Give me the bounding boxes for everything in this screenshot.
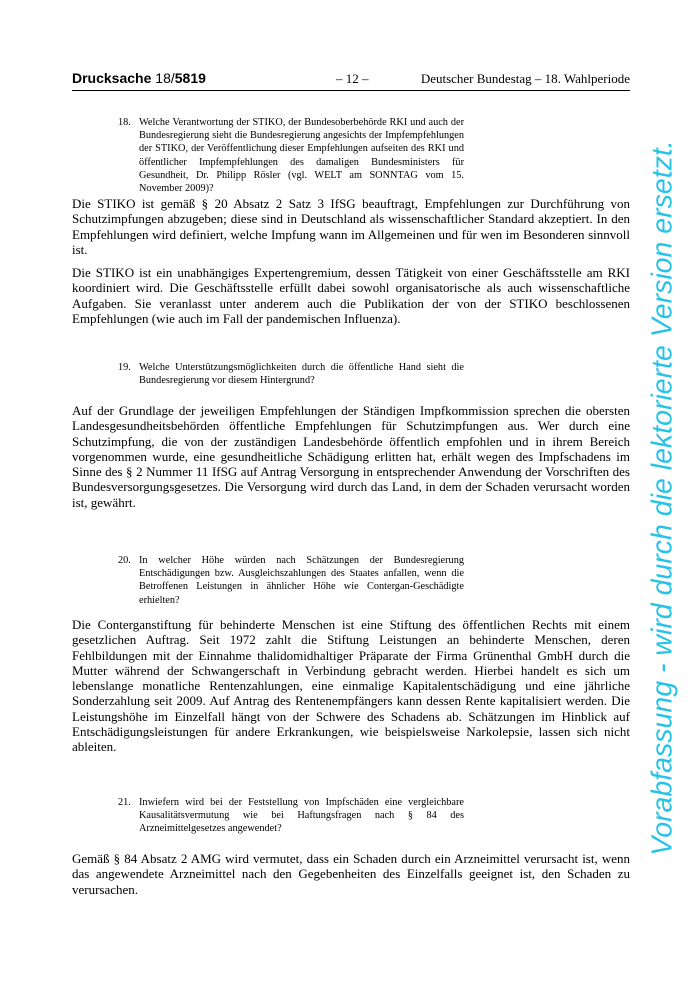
question-21 xyxy=(118,796,464,836)
document-number xyxy=(72,70,206,86)
doc-prefix: 18/ xyxy=(155,70,175,86)
question-text: Inwiefern wird bei der Feststellung von Impfschäden eine vergleichbare Kausalitätsvermutung wie bei Haftungsfragen nach § 84 des Arzneimittelgesetzes angewendet? xyxy=(139,797,464,835)
answer-paragraph-3: Auf der Grundlage der jeweiligen Empfehlungen der Ständigen Impfkommission sprechen die obersten Landesgesundheitsbehörden öffentliche Empfehlungen für Schutzimpfungen aus. Wer durch eine Schutzimpfung, die von der zuständigen Landesbehörde öffentlich empfohlen und in ihrem Bereich vorgenommen wurde, eine gesundheitliche Schädigung erlitten hat, erhält wegen des Impfschadens im Sinne des § 2 Nummer 11 IfSG auf Antrag Versorgung in entsprechender Anwendung der Vorschriften des Bundesversorgungsgesetzes. Die Versorgung wird durch das Land, in dem der Schaden verursacht worden ist, gewährt. xyxy=(72,403,630,510)
watermark-text: Vorabfassung - wird durch die lektorierte Version ersetzt. xyxy=(646,140,679,856)
answer-paragraph-4: Die Conterganstiftung für behinderte Menschen ist eine Stiftung des öffentlichen Rechts mit einem gesetzlichen Auftrag. Seit 1972 zahlt die Stiftung Leistungen an behinderte Menschen, deren Fehlbildungen mit der Einnahme thalidomidhaltiger Präparate der Firma Grünenthal GmbH durch die Mutter während der Schwangerschaft in Verbindung gebracht werden. Hierbei handelt es sich um lebenslange monatliche Rentenzahlungen, eine einmalige Kapitalentschädigung und eine jährliche Sonderzahlung seit 2009. Auf Antrag des Rentenempfängers kann dessen Rente kapitalisiert werden. Die Leistungshöhe im Einzelfall hängt von der Schwere des Schadens ab. Schätzungen im Hinblick auf Entschädigungsleistungen für andere Erkrankungen, wie beispielsweise Narkolepsie, lassen sich nicht ableiten. xyxy=(72,617,630,755)
question-text: Welche Unterstützungsmöglichkeiten durch die öffentliche Hand sieht die Bundesregierung vor diesem Hintergrund? xyxy=(139,362,464,387)
doc-label: Drucksache xyxy=(72,70,152,86)
question-text: Welche Verantwortung der STIKO, der Bundesoberbehörde RKI und auch der Bundesregierung sieht die Bundesregierung angesichts der Impfempfehlungen der STIKO, der Veröffentlichung dieser Empfehlungen aufseiten des RKI und öffentlicher Impfempfehlungen des damaligen Bundesministers für Gesundheit, Dr. Philipp Rösler (vgl. WELT am SONNTAG vom 15. November 2009)? xyxy=(139,117,464,195)
question-20 xyxy=(118,554,464,608)
doc-number: 5819 xyxy=(174,70,206,86)
header-right: Deutscher Bundestag – 18. Wahlperiode xyxy=(420,71,630,86)
answer-paragraph-1: Die STIKO ist gemäß § 20 Absatz 2 Satz 3 IfSG beauftragt, Empfehlungen zur Durchführung von Schutzimpfungen abzugeben; diese sind in Deutschland als wissenschaftlicher Standard akzeptiert. In den Empfehlungen wird definiert, welche Impfung wann im Allgemeinen und für wen im Besonderen sinnvoll ist. xyxy=(72,196,630,257)
question-19 xyxy=(118,361,464,389)
header-rule xyxy=(72,90,630,91)
question-number: 21. xyxy=(118,797,131,808)
question-number: 20. xyxy=(118,555,131,566)
answer-paragraph-5: Gemäß § 84 Absatz 2 AMG wird vermutet, dass ein Schaden durch ein Arzneimittel verursacht ist, wenn das angewendete Arzneimittel nach den Gegebenheiten des Einzelfalls geeignet ist, den Schaden zu verursachen. xyxy=(72,851,630,897)
page-header xyxy=(72,70,630,90)
answer-paragraph-2: Die STIKO ist ein unabhängiges Expertengremium, dessen Tätigkeit von einer Geschäftsstelle am RKI koordiniert wird. Die Geschäftsstelle erfüllt dabei sowohl organisatorische als auch wissenschaftliche Aufgaben. Sie veranlasst unter anderem auch die Publikation der von der STIKO beschlossenen Empfehlungen (wie auch im Fall der pandemischen Influenza). xyxy=(72,265,630,326)
question-number: 19. xyxy=(118,362,131,373)
draft-watermark xyxy=(638,88,688,908)
question-text: In welcher Höhe würden nach Schätzungen der Bundesregierung Entschädigungen bzw. Ausgleichszahlungen des Staates anfallen, wenn die Betroffenen Leistungen in ähnlicher Höhe wie Contergan-Geschädigte erhielten? xyxy=(139,555,464,606)
question-number: 18. xyxy=(118,117,131,128)
question-18 xyxy=(118,116,464,196)
page-number: – 12 – xyxy=(336,71,369,86)
